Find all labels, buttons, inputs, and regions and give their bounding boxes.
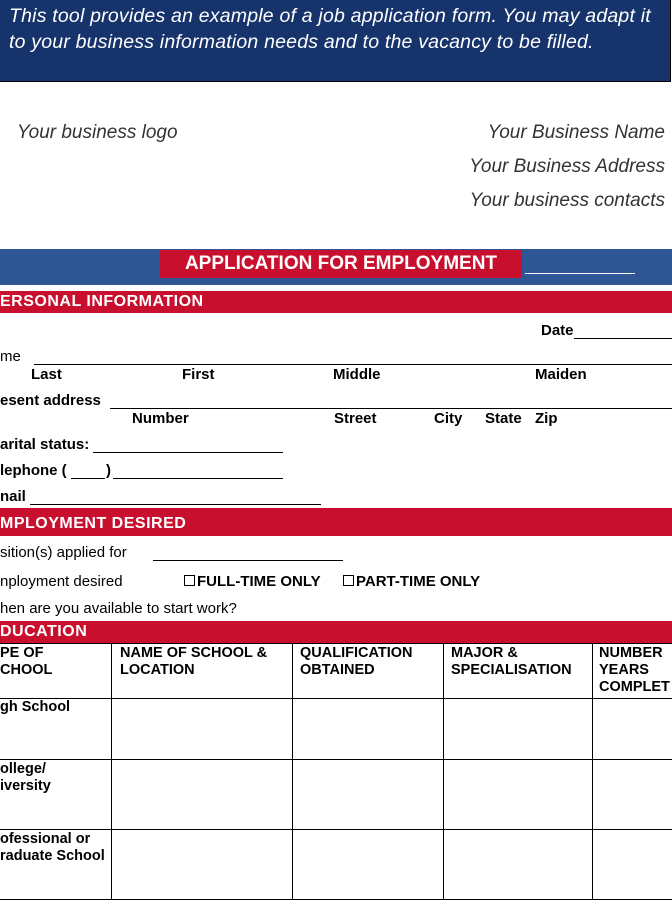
table-divider [292, 643, 293, 899]
column-header-school-type: PE OF CHOOL [0, 645, 53, 678]
row-label-college: ollege/ iversity [0, 761, 51, 794]
marital-status-label: arital status: [0, 436, 90, 453]
parttime-option[interactable] [343, 573, 480, 590]
table-rule [0, 829, 672, 830]
name-part-first: First [182, 366, 215, 383]
section-header-personal [0, 291, 672, 313]
address-part-state: State [485, 410, 522, 427]
date-label: Date [541, 322, 574, 339]
employment-header-text: MPLOYMENT DESIRED [0, 515, 187, 532]
name-part-maiden: Maiden [535, 366, 587, 383]
intro-banner [0, 0, 671, 82]
table-rule [0, 899, 672, 900]
parttime-label: PART-TIME ONLY [356, 573, 481, 590]
table-rule [0, 643, 672, 644]
name-part-last: Last [31, 366, 62, 383]
section-header-education [0, 621, 672, 643]
date-field[interactable] [574, 338, 672, 339]
table-rule [0, 698, 672, 699]
title-underline [525, 273, 635, 274]
positions-label: sition(s) applied for [0, 544, 127, 561]
telephone-area-code-field[interactable] [71, 478, 105, 479]
email-field[interactable] [30, 504, 321, 505]
fulltime-label: FULL-TIME ONLY [197, 573, 321, 590]
address-part-street: Street [334, 410, 377, 427]
section-header-employment [0, 508, 672, 536]
column-header-qualification: QUALIFICATION OBTAINED [300, 645, 413, 678]
telephone-label: lephone ( [0, 462, 67, 479]
telephone-field[interactable] [113, 478, 283, 479]
business-address: Your Business Address [469, 156, 665, 177]
column-header-major: MAJOR & SPECIALISATION [451, 645, 572, 678]
address-part-number: Number [132, 410, 189, 427]
address-part-zip: Zip [535, 410, 558, 427]
personal-header-text: ERSONAL INFORMATION [0, 293, 204, 310]
table-divider [111, 643, 112, 899]
name-part-middle: Middle [333, 366, 381, 383]
form-title: APPLICATION FOR EMPLOYMENT [160, 250, 522, 278]
column-header-years: NUMBER YEARS COMPLET [599, 645, 670, 695]
parttime-checkbox[interactable] [343, 575, 354, 586]
positions-field[interactable] [153, 560, 343, 561]
table-divider [443, 643, 444, 899]
education-header-text: DUCATION [0, 623, 88, 640]
name-field[interactable] [34, 364, 672, 365]
availability-label: hen are you available to start work? [0, 600, 237, 617]
column-header-school-name: NAME OF SCHOOL & LOCATION [120, 645, 268, 678]
address-label: esent address [0, 392, 101, 409]
fulltime-checkbox[interactable] [184, 575, 195, 586]
table-rule [0, 759, 672, 760]
business-logo-placeholder: Your business logo [17, 122, 178, 143]
address-field[interactable] [110, 408, 672, 409]
row-label-high-school: gh School [0, 699, 71, 715]
business-contacts: Your business contacts [469, 190, 665, 211]
intro-text: This tool provides an example of a job application form. You may adapt it to your business information needs and to the vacancy to be filled. [9, 5, 651, 53]
address-part-city: City [434, 410, 463, 427]
business-name: Your Business Name [487, 122, 665, 143]
name-label: me [0, 348, 21, 365]
fulltime-option[interactable] [184, 573, 321, 590]
telephone-close-paren: ) [106, 462, 111, 479]
email-label: nail [0, 488, 26, 505]
row-label-professional: ofessional or raduate School [0, 831, 105, 864]
employment-type-label: nployment desired [0, 573, 123, 590]
marital-status-field[interactable] [93, 452, 283, 453]
table-divider [592, 643, 593, 899]
